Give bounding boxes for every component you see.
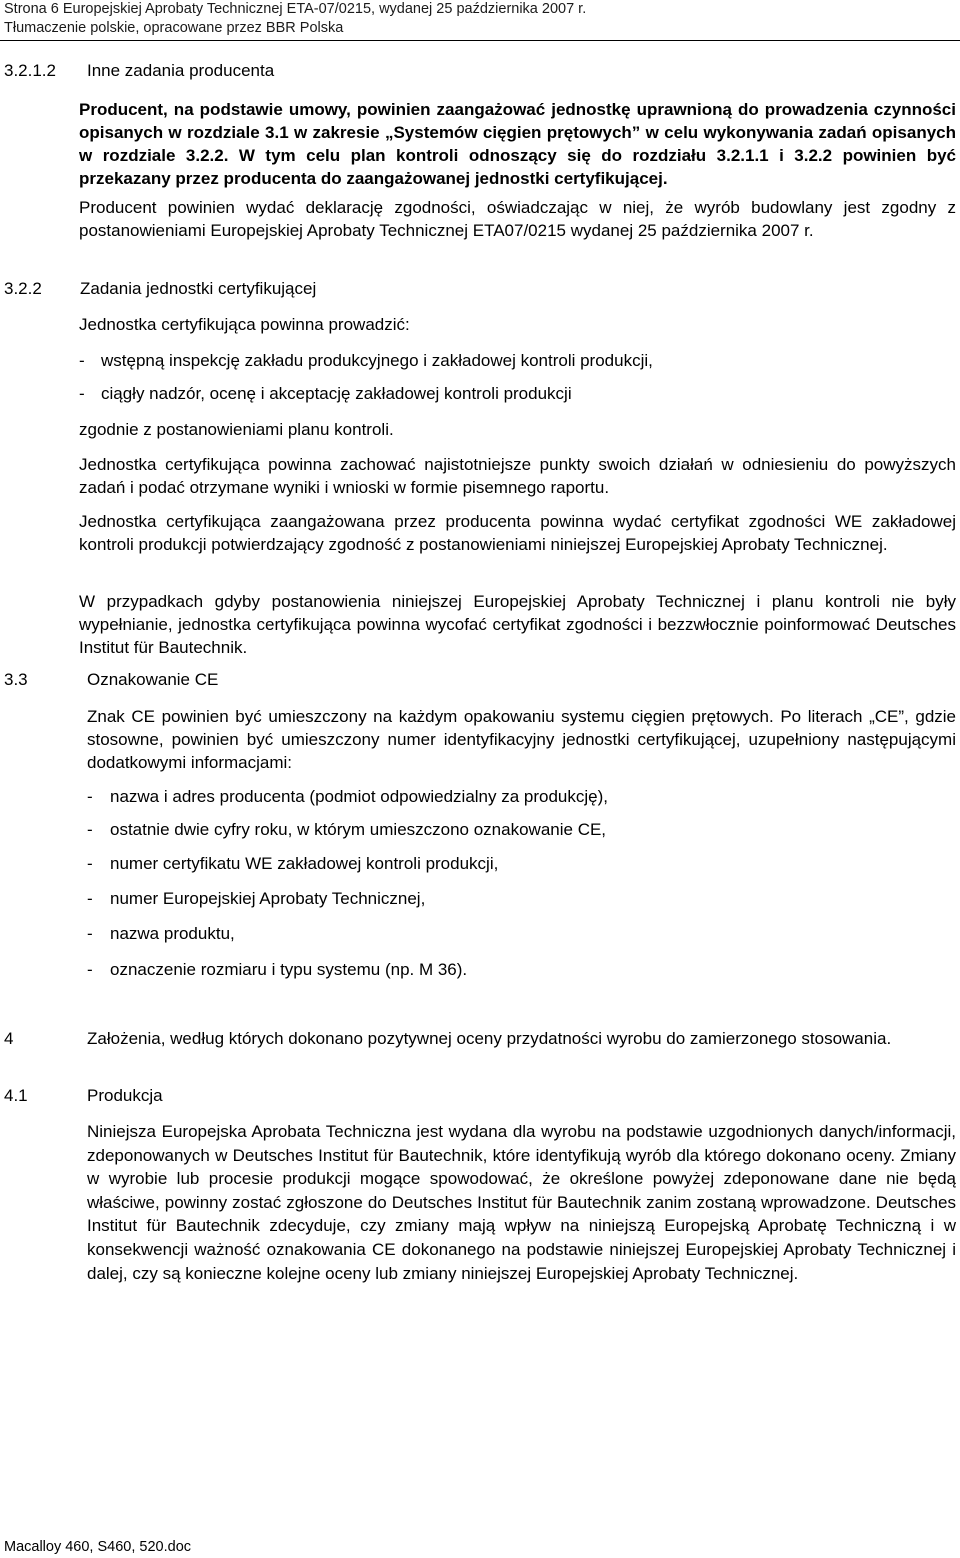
section-4-title: Założenia, według których dokonano pozytywnej oceny przydatności wyrobu do zamierzonego stosowania. — [87, 1029, 892, 1048]
list-item-text: wstępną inspekcję zakładu produkcyjnego i zakładowej kontroli produkcji, — [101, 351, 653, 370]
list-item-text: nazwa produktu, — [110, 924, 235, 943]
section-title: Zadania jednostki certyfikującej — [80, 279, 317, 298]
bullet-dash: - — [87, 960, 93, 979]
bullet-dash: - — [87, 787, 93, 806]
section-3-2-2-paragraph-3: W przypadkach gdyby postanowienia niniejszej Europejskiej Aprobaty Technicznej i planu kontroli nie były wypełnianie, jednostka certyfikująca powinna wycofać certyfikat zgodności i bezzwłocznie poinformować Deutsches Institut für Bautechnik. — [79, 592, 956, 657]
list-item-text: nazwa i adres producenta (podmiot odpowiedzialny za produkcję), — [110, 787, 609, 806]
bullet-dash: - — [87, 924, 93, 943]
section-number: 3.2.2 — [4, 279, 42, 298]
bullet-dash: - — [87, 889, 93, 908]
page-footer: Macalloy 460, S460, 520.doc — [4, 1539, 192, 1555]
bullet-dash: - — [87, 820, 93, 839]
bullet-dash: - — [87, 854, 93, 873]
section-3-2-2-paragraph-2: Jednostka certyfikująca zaangażowana przez producenta powinna wydać certyfikat zgodności WE zakładowej kontroli produkcji potwierdzający zgodność z postanowieniami niniejszej Europejskiej Aprobaty Technicznej. — [79, 512, 956, 554]
page-header — [4, 0, 586, 38]
section-number: 4.1 — [4, 1086, 28, 1105]
section-3-2-2-after-list: zgodnie z postanowieniami planu kontroli. — [79, 420, 394, 439]
section-number: 3.3 — [4, 670, 28, 689]
section-number: 3.2.1.2 — [4, 61, 56, 80]
list-item-text: ostatnie dwie cyfry roku, w którym umieszczono oznakowanie CE, — [110, 820, 607, 839]
section-4-1-paragraph: Niniejsza Europejska Aprobata Techniczna jest wydana dla wyrobu na podstawie uzgodnionych danych/informacji, zdeponowanych w Deutsches Institut für Bautechnik, które identyfikują wyrób dla którego dokonano oceny. Zmiany w wyrobie lub procesie produkcji mogące spowodować, że określone powyżej zdeponowane dane nie będą właściwe, powinny zostać zgłoszone do Deutsches Institut für Bautechnik zanim zostaną wprowadzone. Deutsches Institut für Bautechnik zdecyduje, czy zmiany mają wpływ na niniejszą Europejską Aprobatę Techniczną i w konsekwencji ważność oznakowania CE dokonanego na podstawie niniejszej Europejskiej Aprobaty Technicznej i dalej, czy są konieczne kolejne oceny lub zmiany niniejszej Europejskiej Aprobaty Technicznej. — [87, 1122, 956, 1283]
section-3-2-2-paragraph-1: Jednostka certyfikująca powinna zachować najistotniejsze punkty swoich działań w odniesieniu do powyższych zadań i podać otrzymane wyniki i wnioski w formie pisemnego raportu. — [79, 455, 956, 497]
section-number: 4 — [4, 1029, 14, 1048]
section-3-2-1-2-paragraph-2: Producent powinien wydać deklarację zgodności, oświadczając w niej, że wyrób budowlany jest zgodny z postanowieniami Europejskiej Aprobaty Technicznej ETA07/0215 wydanej 25 października 2007 r. — [79, 198, 956, 240]
section-3-2-2-intro: Jednostka certyfikująca powinna prowadzić: — [79, 315, 410, 334]
section-3-3-intro: Znak CE powinien być umieszczony na każdym opakowaniu systemu cięgien prętowych. Po literach „CE”, gdzie stosowne, powinien być umieszczony numer identyfikacyjny jednostki certyfikującej, uzupełniony następującymi dodatkowymi informacjami: — [87, 707, 956, 772]
section-title: Produkcja — [87, 1086, 163, 1105]
bullet-dash: - — [79, 384, 85, 403]
bullet-dash: - — [79, 351, 85, 370]
section-title: Inne zadania producenta — [87, 61, 275, 80]
list-item-text: oznaczenie rozmiaru i typu systemu (np. M 36). — [110, 960, 468, 979]
header-line-2: Tłumaczenie polskie, opracowane przez BBR Polska — [4, 20, 344, 36]
header-divider — [0, 40, 960, 41]
section-3-2-1-2-paragraph-1: Producent, na podstawie umowy, powinien zaangażować jednostkę uprawnioną do prowadzenia czynności opisanych w rozdziale 3.1 w zakresie „Systemów cięgien prętowych” w celu wykonywania zadań opisanych w rozdziale 3.2.2. W tym celu plan kontroli odnoszący się do rozdziału 3.2.1.1 i 3.2.2 powinien być przekazany przez producenta do zaangażowanej jednostki certyfikującej. — [79, 100, 956, 188]
list-item-text: numer certyfikatu WE zakładowej kontroli produkcji, — [110, 854, 499, 873]
section-title: Oznakowanie CE — [87, 670, 219, 689]
list-item-text: numer Europejskiej Aprobaty Technicznej, — [110, 889, 426, 908]
list-item-text: ciągły nadzór, ocenę i akceptację zakładowej kontroli produkcji — [101, 384, 572, 403]
header-line-1: Strona 6 Europejskiej Aprobaty Technicznej ETA-07/0215, wydanej 25 października 2007 r. — [4, 1, 587, 17]
